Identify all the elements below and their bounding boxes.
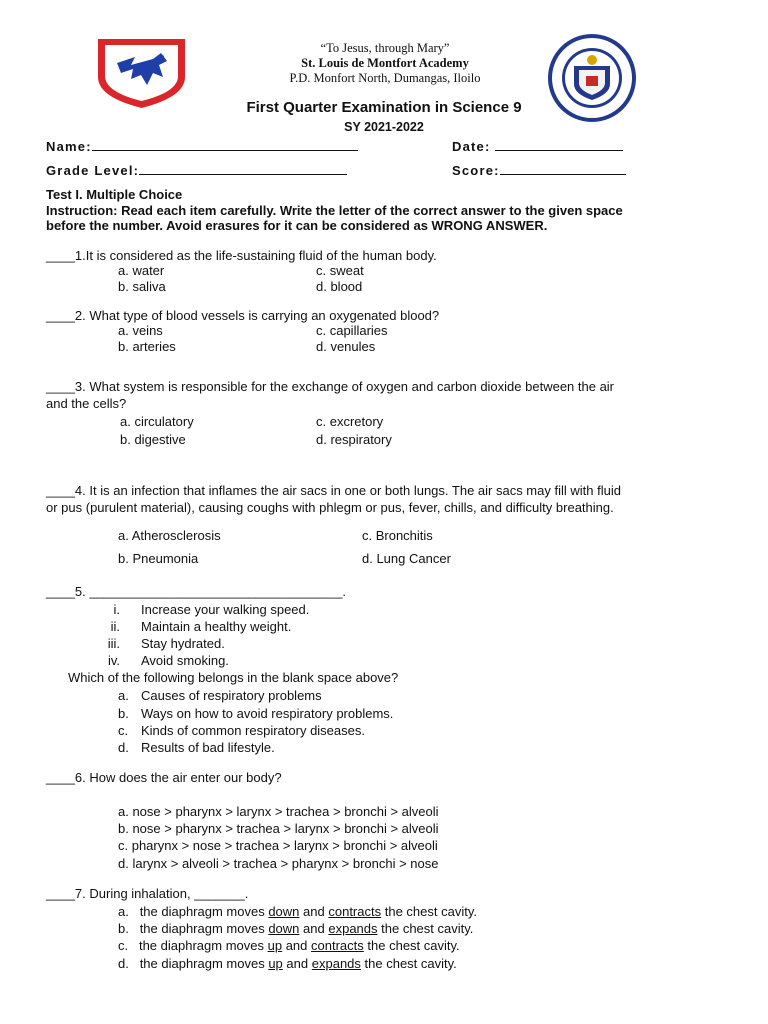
choice-letter: c.: [118, 938, 129, 953]
choice-prefix: the diaphragm moves: [139, 956, 265, 971]
choice-move: down: [268, 904, 300, 919]
q3-choice-a: a. circulatory: [120, 414, 194, 429]
answer-blank[interactable]: ____: [46, 483, 75, 498]
question-text: 1.It is considered as the life-sustaining fluid of the human body.: [74, 248, 437, 263]
date-label: Date:: [452, 139, 491, 154]
answer-blank[interactable]: ____: [46, 248, 75, 263]
school-name: St. Louis de Montfort Academy: [301, 56, 469, 70]
choice-move: up: [268, 956, 283, 971]
question-text: 3. What system is responsible for the exchange of oxygen and carbon dioxide between the air: [74, 379, 615, 394]
q3-choice-c: c. excretory: [316, 414, 384, 429]
q1-choice-b: b. saliva: [118, 279, 166, 294]
answer-blank[interactable]: ____: [46, 584, 75, 599]
question-5: [46, 584, 346, 599]
choice-letter: d.: [118, 956, 129, 971]
score-line[interactable]: [500, 162, 626, 175]
q5-item-num: iii.: [107, 636, 120, 651]
grade-level-label: Grade Level:: [46, 163, 140, 178]
q7-choice-c: [118, 938, 460, 953]
q5-choice-text: Kinds of common respiratory diseases.: [141, 723, 365, 738]
q5-item-text: Maintain a healthy weight.: [141, 619, 292, 634]
answer-blank[interactable]: ____: [46, 308, 75, 323]
question-text: 5. ___________________________________.: [74, 584, 347, 599]
q2-choice-b: b. arteries: [118, 339, 176, 354]
q4-choice-c: c. Bronchitis: [362, 528, 433, 543]
exam-title: First Quarter Examination in Science 9: [246, 99, 522, 116]
q2-choice-d: d. venules: [316, 339, 376, 354]
question-4-cont: or pus (purulent material), causing coughs with phlegm or pus, fever, chills, and difficulty breathing.: [46, 500, 614, 515]
q3-choice-d: d. respiratory: [316, 432, 392, 447]
q5-choice-letter: d.: [118, 740, 129, 755]
choice-and: and: [285, 938, 308, 953]
q2-choice-a: a. veins: [118, 323, 163, 338]
q5-choice-letter: c.: [118, 723, 129, 738]
date-field[interactable]: [452, 138, 623, 154]
answer-blank[interactable]: ____: [46, 886, 75, 901]
q5-choice-text: Results of bad lifestyle.: [141, 740, 275, 755]
question-4: [46, 483, 621, 498]
q2-choice-c: c. capillaries: [316, 323, 388, 338]
q5-item-text: Avoid smoking.: [141, 653, 229, 668]
instruction-line-1: Instruction: Read each item carefully. Write the letter of the correct answer to the given space: [46, 203, 623, 218]
choice-suffix: the chest cavity.: [381, 921, 474, 936]
choice-action: expands: [328, 921, 378, 936]
name-label: Name:: [46, 139, 92, 154]
score-field[interactable]: [452, 162, 626, 178]
name-line[interactable]: [92, 138, 358, 151]
grade-level-line[interactable]: [139, 162, 347, 175]
q1-choice-c: c. sweat: [316, 263, 364, 278]
q5-item-text: Increase your walking speed.: [141, 602, 310, 617]
choice-prefix: the diaphragm moves: [138, 938, 264, 953]
choice-and: and: [286, 956, 309, 971]
choice-prefix: the diaphragm moves: [139, 921, 265, 936]
q6-choice-a: a. nose > pharynx > larynx > trachea > bronchi > alveoli: [118, 804, 439, 819]
question-text: 4. It is an infection that inflames the air sacs in one or both lungs. The air sacs may fill with fluid: [74, 483, 621, 498]
score-label: Score:: [452, 163, 500, 178]
date-line[interactable]: [495, 138, 623, 151]
q6-choice-b: b. nose > pharynx > trachea > larynx > bronchi > alveoli: [118, 821, 439, 836]
school-year: SY 2021-2022: [344, 120, 424, 134]
choice-suffix: the chest cavity.: [367, 938, 460, 953]
q5-item-num: iv.: [107, 653, 120, 668]
choice-letter: b.: [118, 921, 129, 936]
q5-choice-letter: a.: [118, 688, 129, 703]
q7-choice-d: [118, 956, 457, 971]
q3-choice-b: b. digestive: [120, 432, 186, 447]
q5-prompt: Which of the following belongs in the blank space above?: [68, 670, 399, 685]
q5-choice-text: Ways on how to avoid respiratory problems.: [141, 706, 394, 721]
choice-action: contracts: [328, 904, 382, 919]
question-3: [46, 379, 614, 394]
q5-choice-text: Causes of respiratory problems: [141, 688, 322, 703]
grade-level-field[interactable]: [46, 162, 347, 178]
choice-move: up: [267, 938, 283, 953]
choice-action: contracts: [311, 938, 364, 953]
q5-item-num: i.: [113, 602, 120, 617]
choice-suffix: the chest cavity.: [384, 904, 477, 919]
question-text: 7. During inhalation, _______.: [74, 886, 249, 901]
question-text: 6. How does the air enter our body?: [74, 770, 282, 785]
school-address: P.D. Monfort North, Dumangas, Iloilo: [289, 71, 481, 85]
q1-choice-a: a. water: [118, 263, 165, 278]
answer-blank[interactable]: ____: [46, 379, 75, 394]
choice-prefix: the diaphragm moves: [139, 904, 265, 919]
q1-choice-d: d. blood: [316, 279, 363, 294]
q4-choice-b: b. Pneumonia: [118, 551, 199, 566]
q6-choice-c: c. pharynx > nose > trachea > larynx > bronchi > alveoli: [118, 838, 438, 853]
q5-item-num: ii.: [110, 619, 120, 634]
question-2: [46, 308, 439, 323]
q6-choice-d: d. larynx > alveoli > trachea > pharynx > bronchi > nose: [118, 856, 439, 871]
school-motto: “To Jesus, through Mary”: [320, 41, 450, 55]
question-1: [46, 248, 437, 263]
choice-move: down: [268, 921, 300, 936]
q7-choice-b: [118, 921, 473, 936]
choice-and: and: [303, 921, 325, 936]
question-6: [46, 770, 282, 785]
instruction-line-2: before the number. Avoid erasures for it can be considered as WRONG ANSWER.: [46, 218, 548, 233]
q7-choice-a: [118, 904, 477, 919]
question-text: 2. What type of blood vessels is carrying an oxygenated blood?: [74, 308, 440, 323]
name-field[interactable]: [46, 138, 358, 154]
q5-choice-letter: b.: [118, 706, 129, 721]
question-7: [46, 886, 248, 901]
question-3-cont: and the cells?: [46, 396, 127, 411]
q4-choice-d: d. Lung Cancer: [362, 551, 451, 566]
q5-item-text: Stay hydrated.: [141, 636, 225, 651]
choice-action: expands: [311, 956, 361, 971]
choice-suffix: the chest cavity.: [364, 956, 457, 971]
test-heading: Test I. Multiple Choice: [46, 187, 183, 202]
answer-blank[interactable]: ____: [46, 770, 75, 785]
choice-letter: a.: [118, 904, 129, 919]
q4-choice-a: a. Atherosclerosis: [118, 528, 221, 543]
choice-and: and: [303, 904, 325, 919]
